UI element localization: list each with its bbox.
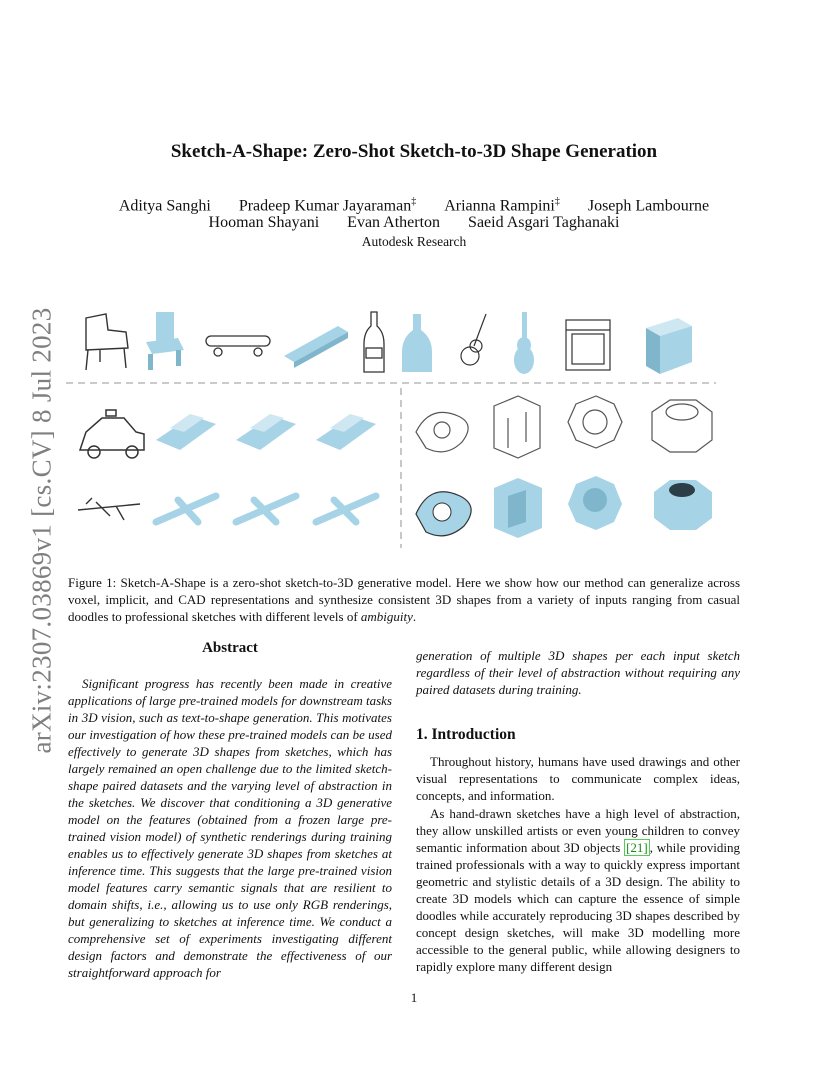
octagon-sketch: [568, 396, 622, 448]
chair-shape: [146, 312, 184, 370]
abstract-heading: Abstract: [202, 640, 258, 656]
abstract-continuation: generation of multiple 3D shapes per each input sketch regardless of their level of abstraction without requiring any paired datasets during training.: [416, 648, 740, 697]
ushape-shape: [494, 478, 542, 538]
car-sketch: [80, 410, 144, 458]
airplane-shape-2: [236, 496, 296, 522]
guitar-shape: [514, 312, 534, 374]
section-heading-introduction: 1. Introduction: [416, 726, 516, 743]
citation-link[interactable]: [21]: [626, 840, 648, 855]
arxiv-stamp: arXiv:2307.03869v1 [cs.CV] 8 Jul 2023: [26, 306, 57, 754]
chair-sketch: [86, 314, 128, 370]
car-shape-2: [236, 414, 296, 450]
airplane-sketch: [78, 498, 140, 520]
author: Hooman Shayani: [208, 214, 320, 231]
abstract-text: Significant progress has recently been made in creative applications of large pre-trained models for downstream tasks in 3D vision, such as text-to-shape generation. This motivates our investigation of how these pre-trained models can be used effectively to generate 3D shapes from sketches, which has largely remained an open challenge due to the limited sketch-shape paired datasets and the varying level of abstraction in the sketches. We discover that conditioning a 3D generative model on the features (obtained from a frozen large pre-trained vision model) of synthetic renderings during training enables us to effectively generate 3D shapes from sketches at inference time. This suggests that the large pre-trained vision model features carry semantic signals that are resilient to domain shifts, i.e., allowing us to use only RGB renderings, but generalizing to sketches at inference time. We conduct a comprehensive set of experiments investigating different design factors and demonstrate the effectiveness of our straightforward approach for: [68, 676, 392, 980]
bottle-shape: [402, 314, 432, 372]
figure-illustration: [66, 300, 716, 550]
hexnut-sketch: [652, 400, 712, 452]
car-shape-3: [316, 414, 376, 450]
authors-row-2: [0, 214, 828, 232]
author: Aditya Sanghi: [118, 197, 211, 215]
skateboard-sketch: [206, 336, 270, 356]
author: Arianna Rampini‡: [444, 196, 560, 215]
skateboard-shape: [284, 326, 348, 368]
page-number: 1: [410, 990, 418, 1005]
paper-title: Sketch-A-Shape: Zero-Shot Sketch-to-3D Shape Generation: [170, 141, 658, 162]
ushape-sketch: [494, 396, 540, 458]
author: Evan Atherton: [347, 214, 441, 231]
airplane-shape-1: [156, 496, 216, 522]
author: Saeid Asgari Taghanaki: [468, 214, 620, 231]
car-shape-1: [156, 414, 216, 450]
intro-paragraph-1: Throughout history, humans have used drawings and other visual representations to communicate complex ideas, concepts, and information.: [416, 754, 740, 803]
gasket-shape: [416, 492, 471, 536]
figure-caption: Figure 1: Sketch-A-Shape is a zero-shot sketch-to-3D generative model. Here we show how our method can generalize across voxel, implicit, and CAD representations and synthesize consistent 3D shapes from a variety of inputs ranging from casual doodles to professional sketches with different levels of ambiguity.: [68, 575, 740, 624]
gasket-sketch: [416, 412, 468, 451]
oven-sketch: [566, 320, 610, 370]
figure-1: [66, 300, 716, 550]
author: Pradeep Kumar Jayaraman‡: [238, 196, 417, 215]
bottle-sketch: [364, 312, 384, 372]
intro-paragraph-2: As hand-drawn sketches have a high level of abstraction, they allow unskilled artists or even young children to convey semantic information about 3D objects [21] , while providing trained professionals with a way to quickly express important geometric and stylistic details of a 3D design. The ability to create 3D models which can capture the essence of simple doodles while accurately reproducing 3D shapes described by concept design sketches, will make 3D modelling more accessible to the general public, while allowing designers to rapidly explore many different design: [416, 806, 740, 974]
airplane-shape-3: [316, 496, 376, 522]
oven-shape: [646, 318, 692, 374]
affiliation: Autodesk Research: [361, 234, 467, 249]
hexnut-shape: [654, 480, 712, 530]
guitar-sketch: [461, 314, 486, 365]
authors-row-1: [0, 196, 828, 215]
author: Joseph Lambourne: [587, 197, 710, 215]
octagon-shape: [568, 476, 622, 530]
